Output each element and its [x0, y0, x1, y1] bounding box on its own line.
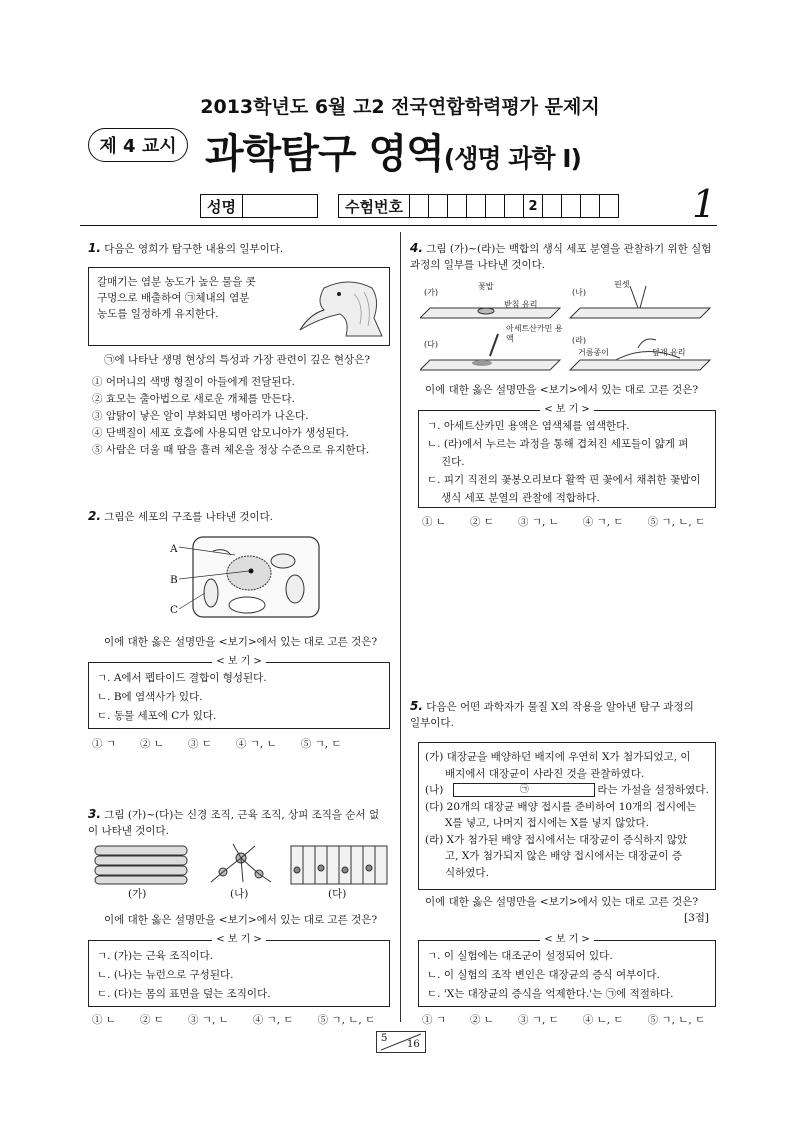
- exam-number-cell: [486, 195, 505, 217]
- choice-2[interactable]: ② ㄴ: [139, 738, 164, 750]
- name-label: 성명: [201, 195, 243, 217]
- step-label: (나): [425, 784, 444, 796]
- points-label: [3점]: [684, 912, 710, 924]
- stem-text: 과정의 일부를 나타낸 것이다.: [410, 259, 546, 271]
- exam-number-cell: [505, 195, 524, 217]
- bogi-item: ㄷ. 'X는 대장균의 증식을 억제한다.'는 ㉠에 적절하다.: [427, 988, 674, 1000]
- bogi-title: < 보 기 >: [540, 404, 594, 415]
- page-indicator: [376, 1031, 426, 1053]
- subject-sub: (생명 과학 Ⅰ): [443, 144, 581, 173]
- question-5-bogi: [418, 934, 716, 1007]
- page-number: 1: [692, 182, 717, 226]
- stem-text: 이 나타낸 것이다.: [88, 825, 170, 837]
- question-4-stem: [410, 240, 720, 273]
- bogi-item: ㄴ. B에 염색사가 있다.: [97, 691, 203, 703]
- question-1-options: [92, 374, 392, 459]
- choice-3[interactable]: ③ ㄱ, ㄴ: [187, 1014, 229, 1026]
- question-5-prompt: 이에 대한 옳은 설명만을 <보기>에서 있는 대로 고른 것은?: [425, 896, 699, 908]
- choice-5[interactable]: ⑤ ㄱ, ㄴ, ㄷ: [647, 1014, 706, 1026]
- exam-number-cell: [581, 195, 600, 217]
- step-text: 고, X가 첨가되지 않은 배양 접시에서는 대장균이 증: [445, 850, 683, 862]
- option-item: ④ 단백질이 세포 호흡에 사용되면 암모니아가 생성된다.: [92, 427, 350, 439]
- option-item: ③ 암탉이 낳은 알이 부화되면 병아리가 나온다.: [92, 410, 309, 422]
- bogi-item: ㄷ. (다)는 몸의 표면을 덮는 조직이다.: [97, 988, 271, 1000]
- muscle-tissue-figure: [95, 846, 187, 884]
- question-3-prompt: 이에 대한 옳은 설명만을 <보기>에서 있는 대로 고른 것은?: [104, 914, 378, 926]
- question-3-stem: [88, 806, 393, 839]
- stem-text: 다음은 어떤 과학자가 물질 X의 작용을 알아낸 탐구 과정의: [426, 701, 694, 713]
- label-a: A: [170, 543, 178, 555]
- choice-5[interactable]: ⑤ ㄱ, ㄴ, ㄷ: [317, 1014, 376, 1026]
- question-3-bogi: [88, 934, 390, 1007]
- choice-3[interactable]: ③ ㄱ, ㄴ: [517, 516, 559, 528]
- name-field: [200, 194, 318, 218]
- exam-number-cell: [562, 195, 581, 217]
- step-text: (라) X가 첨가된 배양 접시에서는 대장균이 증식하지 않았: [425, 833, 688, 846]
- exam-number-cell: 2: [524, 195, 543, 217]
- label-c: C: [170, 604, 179, 616]
- step-text: 라는 가설을 설정하였다.: [597, 784, 709, 796]
- step-text: (가) 대장균을 배양하던 배지에 우연히 X가 첨가되었고, 이: [425, 751, 691, 763]
- choice-1[interactable]: ① ㄱ: [422, 1014, 446, 1026]
- exam-number-field: [338, 194, 619, 218]
- question-number: 5.: [410, 699, 423, 713]
- fig-text-cover-glass: 덮개 유리: [652, 348, 686, 357]
- exam-number-cell: [429, 195, 448, 217]
- fig-text-anther: 꽃밥: [478, 282, 494, 291]
- page-current: 5: [381, 1033, 388, 1044]
- question-4-choices: [422, 514, 729, 529]
- hypothesis-blank: ㉠: [453, 783, 595, 797]
- header-rule: [80, 225, 717, 226]
- question-1-stem: [88, 240, 393, 257]
- option-item: ⑤ 사람은 더울 때 땀을 흘려 체온을 정상 수준으로 유지한다.: [92, 444, 370, 456]
- question-number: 4.: [410, 241, 423, 255]
- bogi-title: < 보 기 >: [212, 934, 266, 945]
- fig-text-stain: 아세트산카민 용액: [506, 324, 563, 343]
- fig-text-slide: 받침 유리: [504, 300, 538, 309]
- cell-structure-diagram: [165, 533, 325, 621]
- exam-number-cell: [600, 195, 618, 217]
- experiment-steps-drawing: [420, 278, 716, 374]
- bogi-item: ㄴ. (나)는 뉴런으로 구성된다.: [97, 969, 234, 981]
- question-4-bogi: [418, 404, 716, 508]
- fig-label-ga: (가): [128, 888, 147, 900]
- stem-text: 그림 (가)~(라)는 백합의 생식 세포 분열을 관찰하기 위한 실험: [426, 243, 712, 255]
- option-item: ② 효모는 출아법으로 새로운 개체를 만든다.: [92, 393, 295, 405]
- bogi-title: < 보 기 >: [540, 934, 594, 945]
- seagull-illustration: [294, 274, 384, 340]
- page-total: 16: [407, 1039, 420, 1050]
- exam-title: 2013학년도 6월 고2 전국연합학력평가 문제지: [200, 96, 600, 118]
- bogi-item: ㄴ. 이 실험의 조작 변인은 대장균의 증식 여부이다.: [427, 969, 660, 981]
- choice-2[interactable]: ② ㄷ: [469, 516, 494, 528]
- choice-4[interactable]: ④ ㄴ, ㄷ: [582, 1014, 624, 1026]
- choice-2[interactable]: ② ㄴ: [469, 1014, 494, 1026]
- stem-text: 일부이다.: [410, 717, 454, 729]
- step-text: (다) 20개의 대장균 배양 접시를 준비하여 10개의 접시에는: [425, 800, 697, 813]
- epithelial-tissue-figure: [291, 846, 387, 884]
- period-badge: 제 4 교시: [88, 128, 188, 162]
- question-1-box: [88, 267, 390, 346]
- step-text: X를 넣고, 나머지 접시에는 X를 넣지 않았다.: [445, 817, 649, 829]
- question-2-bogi: [88, 656, 390, 729]
- question-number: 3.: [88, 807, 101, 821]
- question-5-box: [418, 742, 716, 890]
- choice-4[interactable]: ④ ㄱ, ㄴ: [235, 738, 277, 750]
- label-b: B: [170, 574, 178, 586]
- question-number: 1.: [88, 241, 101, 255]
- exam-number-label: 수험번호: [339, 195, 410, 217]
- lily-experiment-figure: [420, 278, 716, 374]
- stem-text: 그림 (가)~(다)는 신경 조직, 근육 조직, 상피 조직을 순서 없: [104, 809, 380, 821]
- question-4-prompt: 이에 대한 옳은 설명만을 <보기>에서 있는 대로 고른 것은?: [425, 384, 699, 396]
- bogi-item: ㄷ. 동물 세포에 C가 있다.: [97, 710, 217, 722]
- exam-number-cell: [543, 195, 562, 217]
- choice-2[interactable]: ② ㄷ: [139, 1014, 164, 1026]
- bogi-item: 생식 세포 분열의 관찰에 적합하다.: [441, 492, 600, 504]
- box-line: 농도를 일정하게 유지한다.: [97, 308, 219, 320]
- bogi-item: 진다.: [441, 456, 465, 468]
- bogi-item: ㄷ. 피기 직전의 꽃봉오리보다 활짝 핀 꽃에서 채취한 꽃밥이: [427, 474, 701, 486]
- nerve-tissue-figure: [211, 844, 271, 882]
- question-2-stem: [88, 508, 393, 525]
- choice-4[interactable]: ④ ㄱ, ㄷ: [582, 516, 624, 528]
- fig-label-da: (다): [424, 340, 438, 349]
- tissue-illustrations: [93, 842, 393, 886]
- bogi-item: ㄱ. 아세트산카민 용액은 염색체를 염색한다.: [427, 420, 630, 432]
- exam-number-cell: [467, 195, 486, 217]
- fig-text-filter-paper: 거름종이: [578, 348, 609, 357]
- option-item: ① 어머니의 색맹 형질이 아들에게 전달된다.: [92, 376, 295, 388]
- bogi-item: ㄴ. (라)에서 누르는 과정을 통해 겹쳐진 세포들이 얇게 펴: [427, 438, 689, 450]
- bogi-item: ㄱ. (가)는 근육 조직이다.: [97, 950, 214, 962]
- stem-text: 다음은 영희가 탐구한 내용의 일부이다.: [104, 243, 284, 255]
- choice-5[interactable]: ⑤ ㄱ, ㄷ: [300, 738, 342, 750]
- choice-1[interactable]: ① ㄴ: [422, 516, 446, 528]
- bogi-item: ㄱ. 이 실험에는 대조군이 설정되어 있다.: [427, 950, 613, 962]
- box-line: 구멍으로 배출하여 ㉠체내의 염분: [97, 292, 250, 304]
- box-line: 갈매기는 염분 농도가 높은 물을 콧: [97, 276, 256, 288]
- fig-label-da: (다): [328, 888, 347, 900]
- step-text: 배지에서 대장균이 사라진 것을 관찰하였다.: [445, 767, 645, 780]
- choice-5[interactable]: ⑤ ㄱ, ㄴ, ㄷ: [647, 516, 706, 528]
- choice-4[interactable]: ④ ㄱ, ㄷ: [252, 1014, 294, 1026]
- bogi-title: < 보 기 >: [212, 656, 266, 667]
- fig-text-tweezers: 핀셋: [614, 280, 630, 289]
- subject-main: 과학탐구 영역: [205, 131, 444, 177]
- question-3-choices: [92, 1012, 399, 1027]
- choice-1[interactable]: ① ㄱ: [92, 738, 116, 750]
- exam-number-cell: [448, 195, 467, 217]
- question-number: 2.: [88, 509, 101, 523]
- fig-label-na: (나): [572, 288, 586, 297]
- fig-label-na: (나): [230, 888, 249, 900]
- exam-number-cell: [410, 195, 429, 217]
- fig-label-ga: (가): [424, 288, 438, 297]
- column-divider: [400, 232, 401, 1022]
- question-2-prompt: 이에 대한 옳은 설명만을 <보기>에서 있는 대로 고른 것은?: [104, 636, 378, 648]
- choice-1[interactable]: ① ㄴ: [92, 1014, 116, 1026]
- step-text: 식하였다.: [445, 866, 489, 879]
- choice-3[interactable]: ③ ㄱ, ㄷ: [517, 1014, 559, 1026]
- choice-3[interactable]: ③ ㄷ: [187, 738, 212, 750]
- question-5-choices: [422, 1012, 729, 1027]
- stem-text: 그림은 세포의 구조를 나타낸 것이다.: [104, 511, 274, 523]
- question-5-stem: [410, 698, 720, 731]
- bogi-item: ㄱ. A에서 펩타이드 결합이 형성된다.: [97, 672, 267, 684]
- subject-title: [205, 122, 581, 179]
- question-2-choices: [92, 736, 366, 751]
- fig-label-ra: (라): [572, 336, 586, 345]
- question-1-prompt: ㉠에 나타난 생명 현상의 특성과 가장 관련이 깊은 현상은?: [104, 354, 370, 366]
